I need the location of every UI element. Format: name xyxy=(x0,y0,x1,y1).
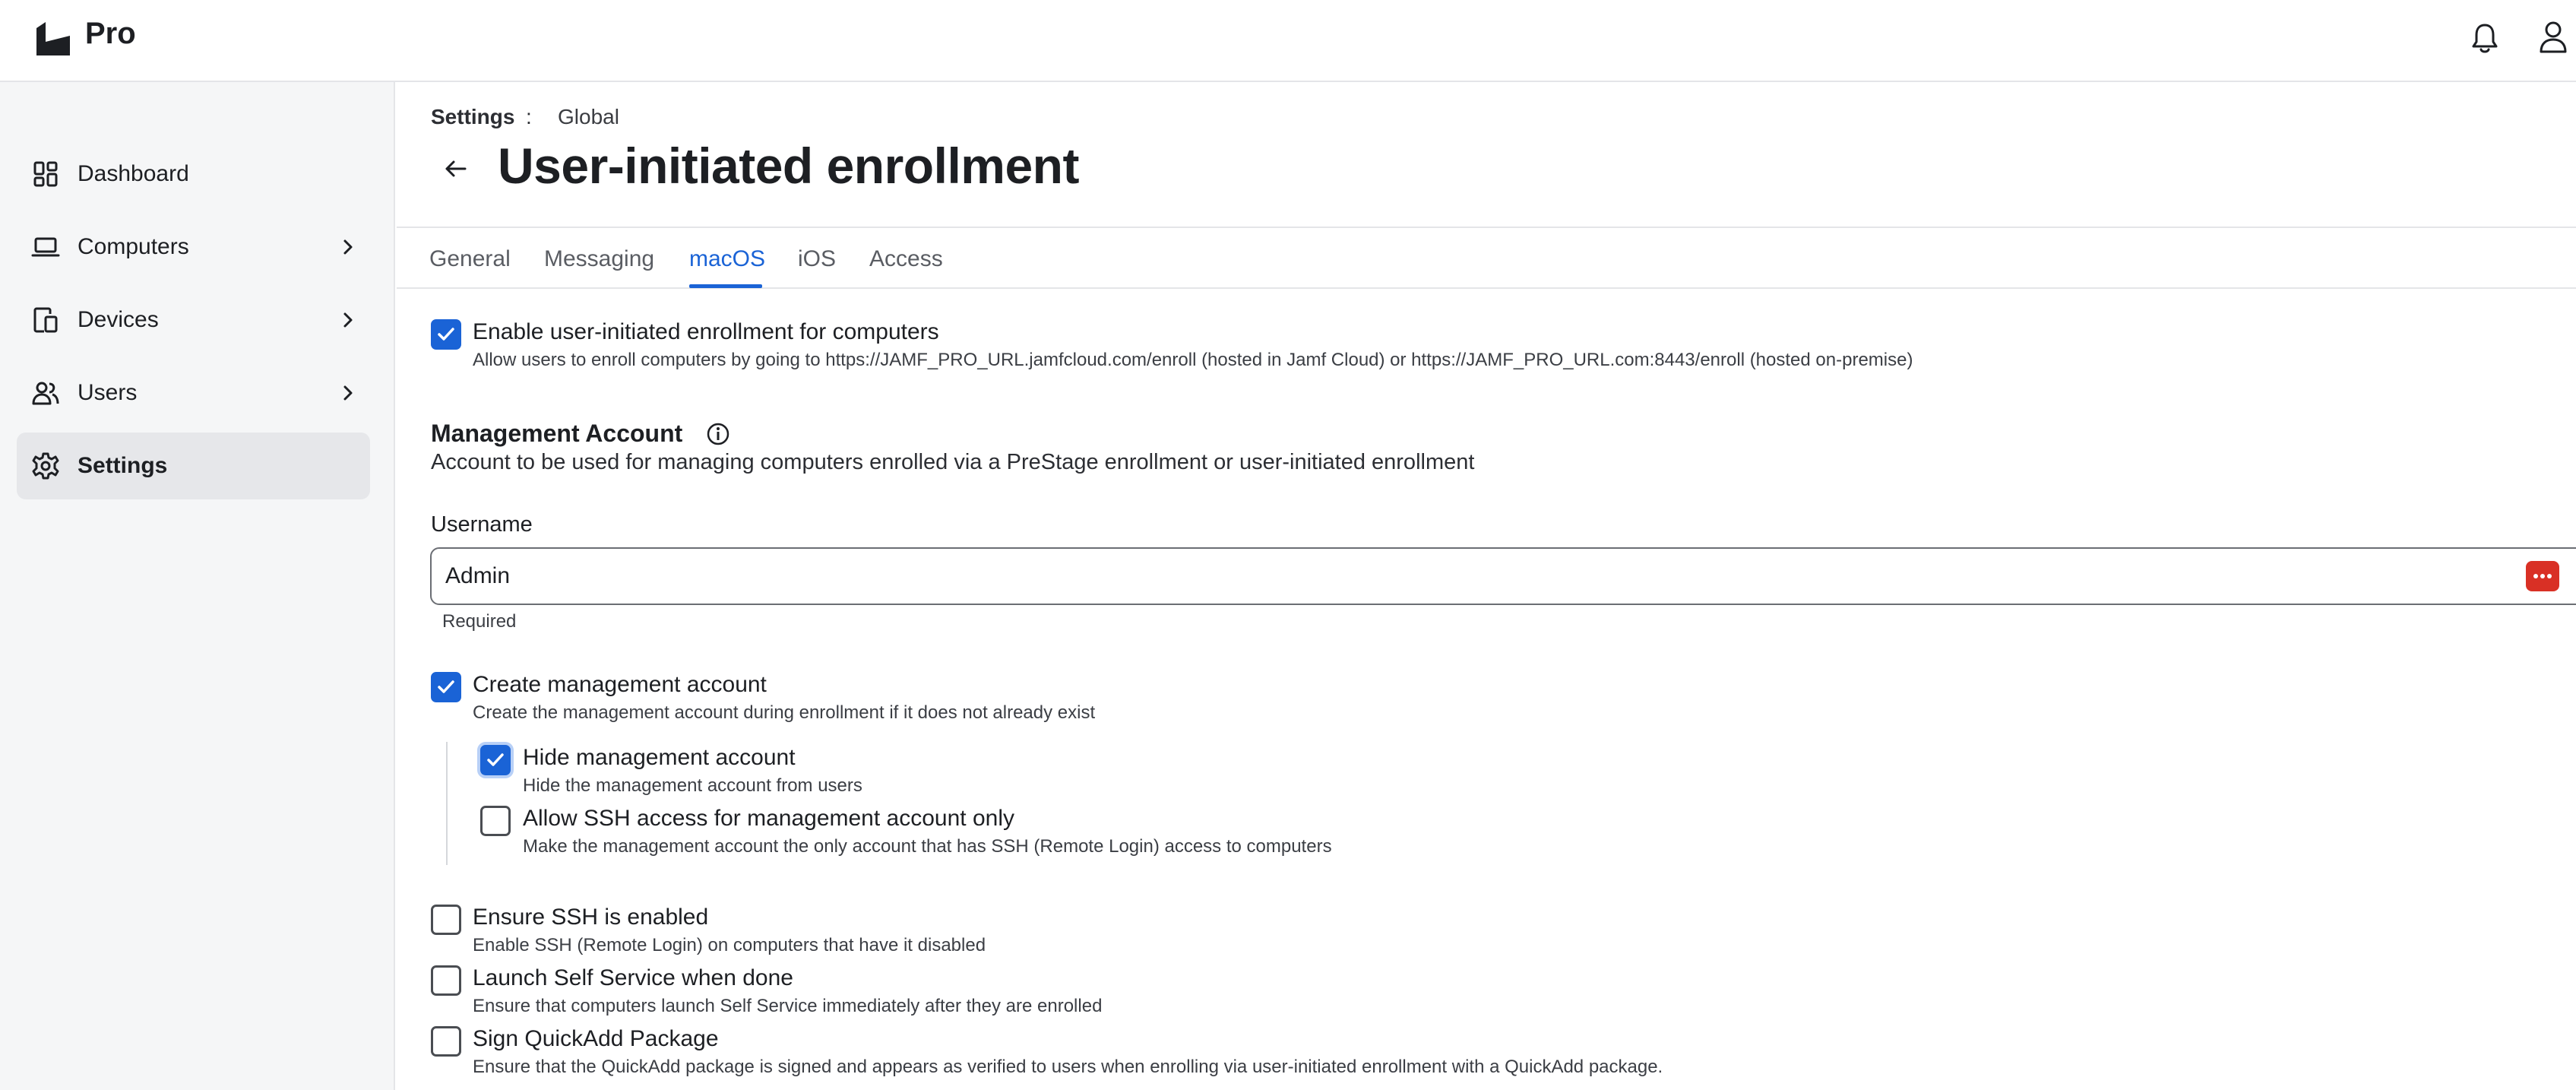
back-arrow-icon[interactable] xyxy=(442,155,470,182)
ssh-only-checkbox[interactable] xyxy=(480,806,511,836)
create-account-checkbox[interactable] xyxy=(431,672,461,702)
sidebar-item-computers[interactable] xyxy=(17,214,370,280)
sidebar-item-label: Settings xyxy=(78,453,168,478)
create-account-description: Create the management account during enrollment if it does not already exist xyxy=(473,702,1096,723)
dashboard-icon xyxy=(30,159,61,189)
active-tab-indicator xyxy=(689,284,762,288)
checkmark-icon xyxy=(486,750,505,770)
ensure-ssh-label[interactable]: Ensure SSH is enabled xyxy=(473,905,709,930)
enable-enrollment-checkbox[interactable] xyxy=(431,319,461,350)
checkmark-icon xyxy=(436,325,456,344)
hide-account-checkbox[interactable] xyxy=(480,745,511,775)
tab-ios[interactable]: iOS xyxy=(798,246,837,271)
users-icon xyxy=(30,378,61,408)
ssh-only-description: Make the management account the only account that has SSH (Remote Login) access to computers xyxy=(523,836,1332,857)
laptop-icon xyxy=(30,232,61,262)
main-content xyxy=(397,82,2576,1090)
enable-enrollment-description: Allow users to enroll computers by going to https://JAMF_PRO_URL.jamfcloud.com/enroll (hosted in Jamf Cloud) or https://JAMF_PRO_URL.com:8443/enroll (hosted on-premise) xyxy=(473,350,1913,370)
sidebar-item-label: Devices xyxy=(78,307,159,332)
top-bar xyxy=(0,0,2576,82)
sidebar-item-dashboard[interactable] xyxy=(17,141,370,208)
checkmark-icon xyxy=(436,677,456,697)
sidebar-item-label: Users xyxy=(78,380,138,405)
breadcrumb-current: Global xyxy=(558,105,619,128)
section-title: Management Account xyxy=(431,420,683,447)
enable-enrollment-label[interactable]: Enable user-initiated enrollment for computers xyxy=(473,319,939,344)
sidebar xyxy=(0,82,395,1090)
sidebar-item-label: Computers xyxy=(78,234,189,259)
breadcrumb-settings[interactable]: Settings xyxy=(431,105,515,128)
user-account-icon[interactable] xyxy=(2538,20,2568,55)
sidebar-item-label: Dashboard xyxy=(78,161,189,186)
ensure-ssh-checkbox[interactable] xyxy=(431,905,461,935)
username-helper-text: Required xyxy=(442,611,517,632)
tab-bar xyxy=(397,228,2576,289)
brand-name[interactable]: Pro xyxy=(85,17,136,50)
create-account-label[interactable]: Create management account xyxy=(473,672,767,697)
sidebar-item-settings[interactable] xyxy=(17,433,370,499)
username-label: Username xyxy=(431,512,533,537)
tab-general[interactable]: General xyxy=(429,246,511,271)
sign-quickadd-description: Ensure that the QuickAdd package is signed and appears as verified to users when enrolling via user-initiated enrollment with a QuickAdd package. xyxy=(473,1057,1663,1077)
sign-quickadd-checkbox[interactable] xyxy=(431,1026,461,1057)
chevron-right-icon xyxy=(336,381,360,405)
sidebar-item-devices[interactable] xyxy=(17,287,370,353)
ensure-ssh-description: Enable SSH (Remote Login) on computers that have it disabled xyxy=(473,935,986,955)
chevron-right-icon xyxy=(336,308,360,332)
breadcrumb-separator: : xyxy=(526,105,532,128)
devices-icon xyxy=(30,305,61,335)
info-icon[interactable] xyxy=(705,421,731,447)
tab-macos[interactable]: macOS xyxy=(689,246,766,271)
launch-self-service-checkbox[interactable] xyxy=(431,965,461,996)
more-dots-icon xyxy=(2526,561,2559,591)
sidebar-item-users[interactable] xyxy=(17,360,370,426)
page-title: User-initiated enrollment xyxy=(498,138,1079,194)
launch-self-service-description: Ensure that computers launch Self Service immediately after they are enrolled xyxy=(473,996,1103,1016)
tab-access[interactable]: Access xyxy=(869,246,943,271)
bell-icon[interactable] xyxy=(2470,21,2500,55)
sign-quickadd-label[interactable]: Sign QuickAdd Package xyxy=(473,1026,719,1051)
password-manager-icon[interactable] xyxy=(2526,561,2559,591)
hide-account-description: Hide the management account from users xyxy=(523,775,862,796)
tab-messaging[interactable]: Messaging xyxy=(544,246,655,271)
jamf-logo-icon[interactable] xyxy=(33,19,73,59)
ssh-only-label[interactable]: Allow SSH access for management account only xyxy=(523,806,1014,831)
section-description: Account to be used for managing computers enrolled via a PreStage enrollment or user-initiated enrollment xyxy=(431,450,1475,474)
nested-options-guide xyxy=(446,742,448,865)
username-input[interactable] xyxy=(430,547,2576,605)
launch-self-service-label[interactable]: Launch Self Service when done xyxy=(473,965,793,990)
gear-icon xyxy=(30,451,61,481)
hide-account-label[interactable]: Hide management account xyxy=(523,745,796,770)
chevron-right-icon xyxy=(336,235,360,259)
